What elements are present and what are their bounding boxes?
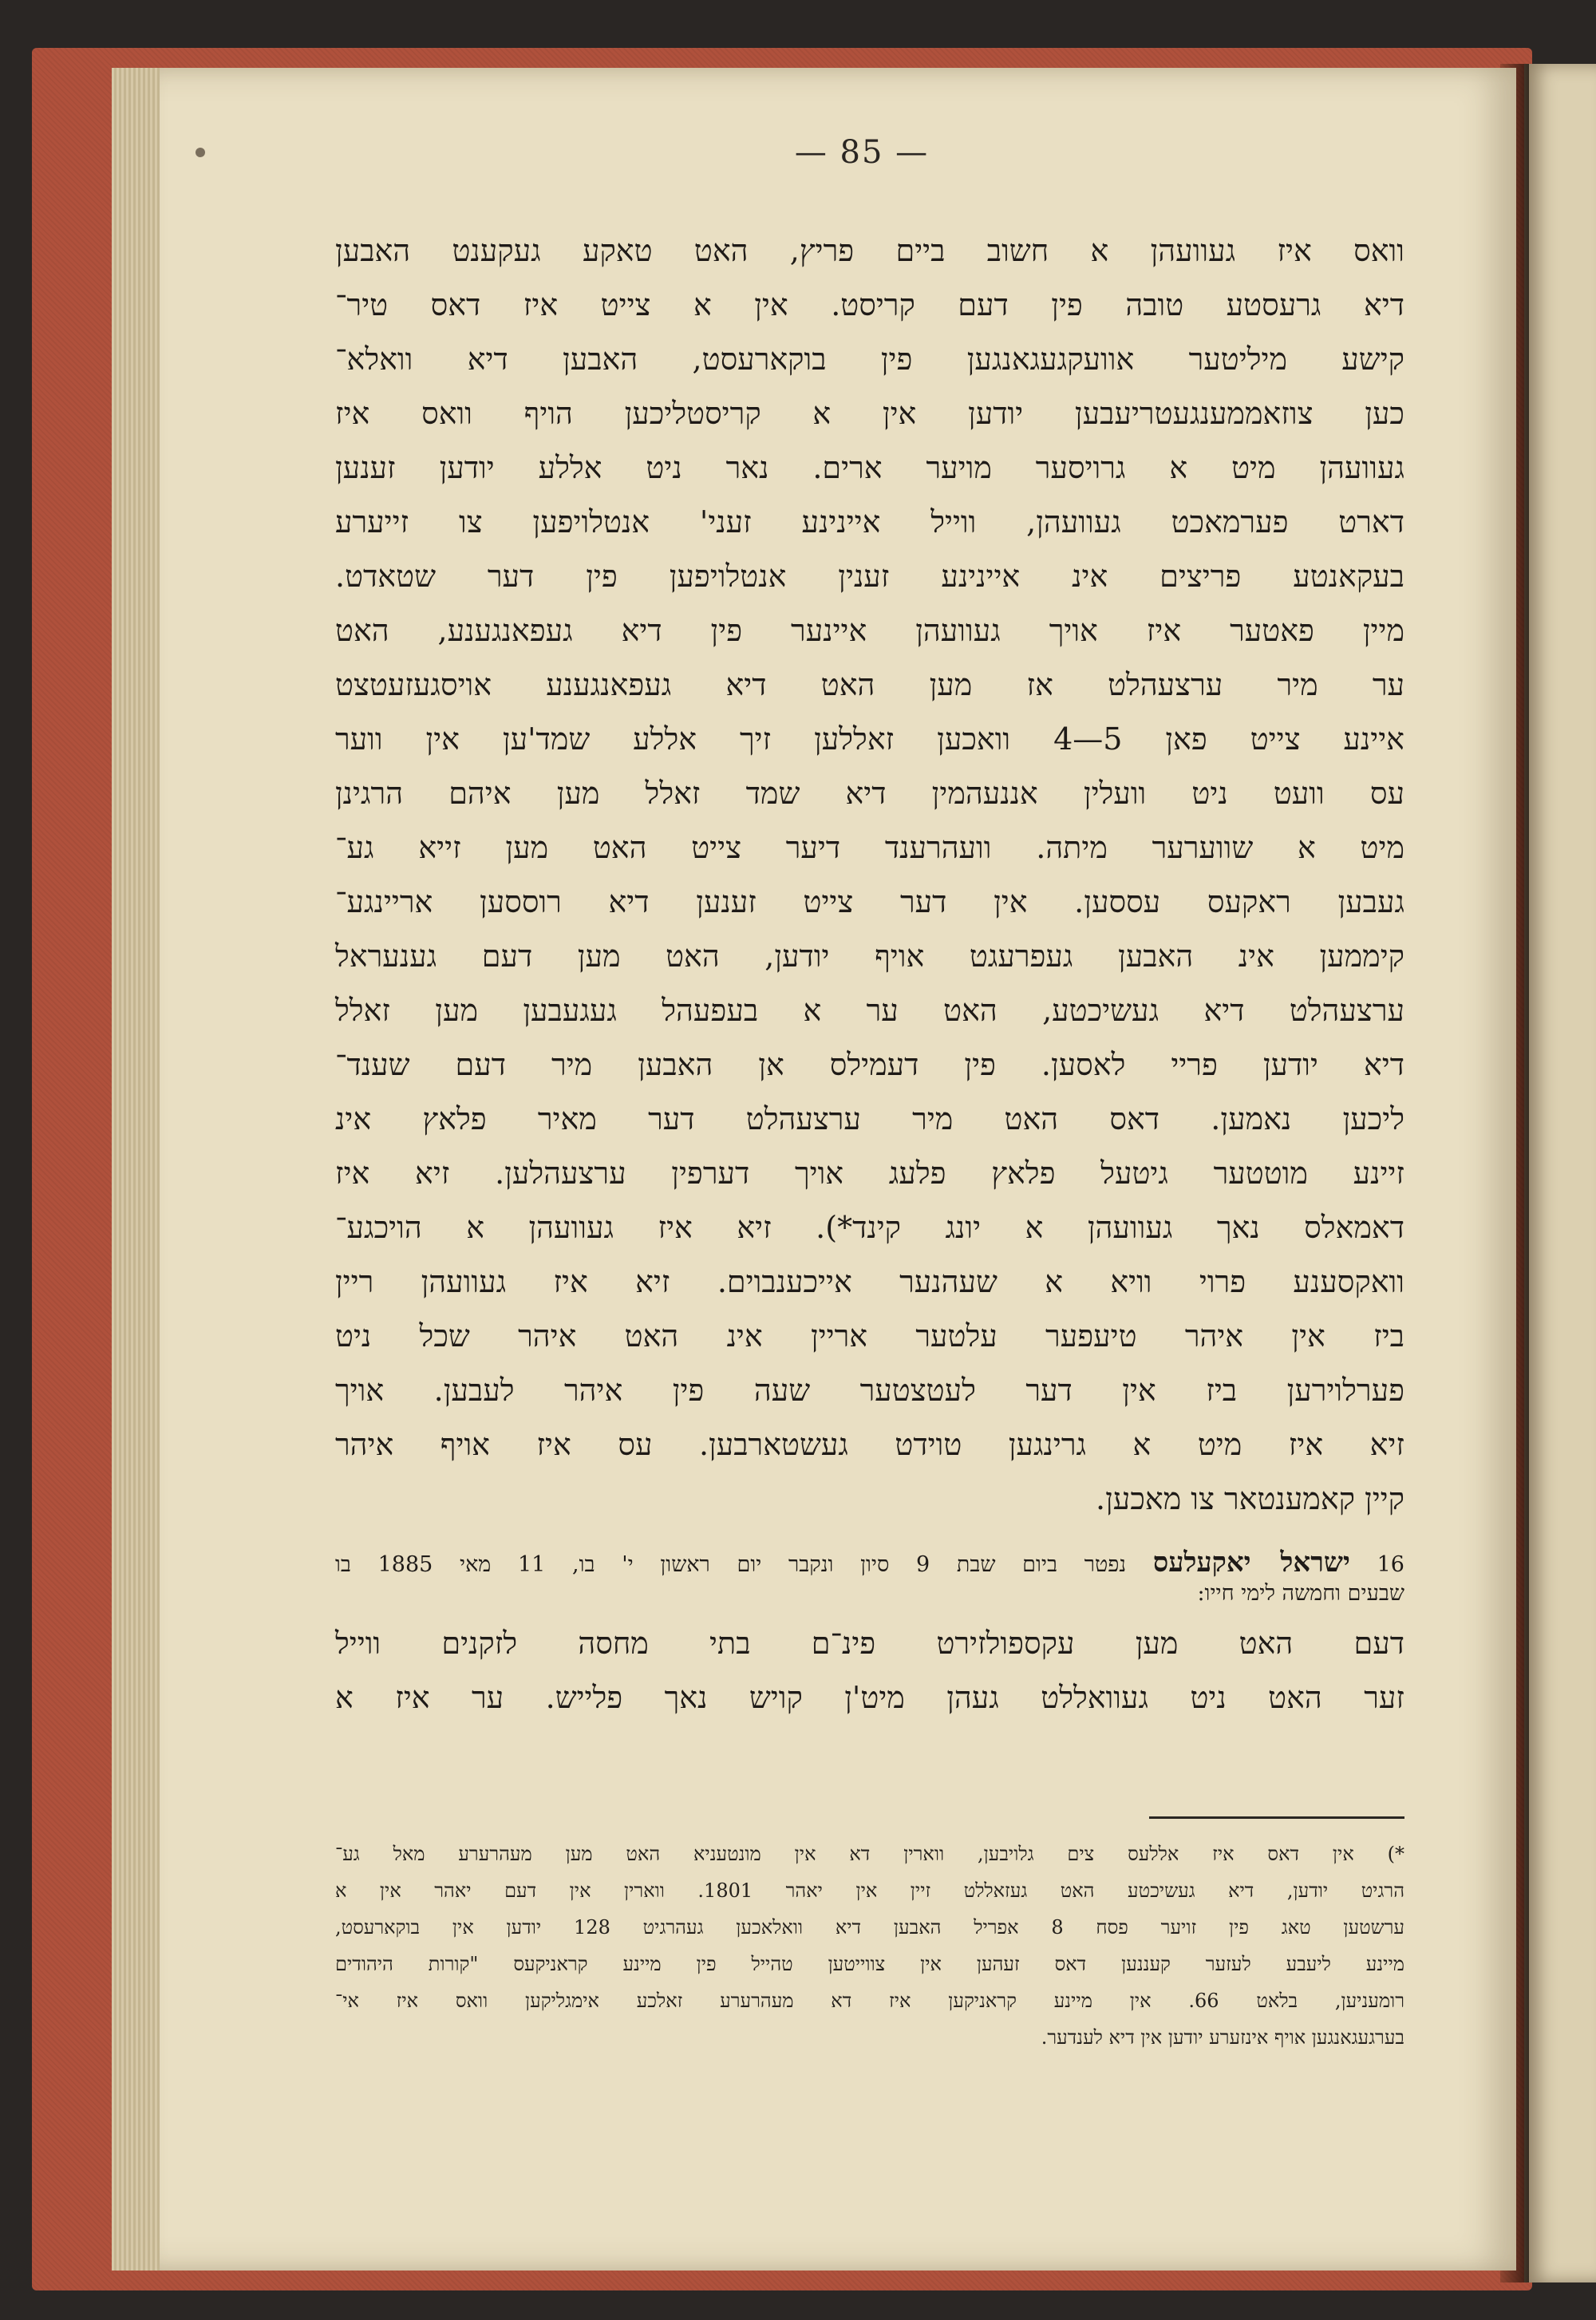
text-line: קישע מיליטער אוועקגעגאנגען פין בוקארעסט, האבען דיא וואלא־ (335, 342, 1404, 377)
text-line: געוועהן מיט א גרויסער מויער ארים. נאר ניט אללע יודען זענען (335, 450, 1404, 485)
text-line: בעקאנטע פריצים אינ איינינע זענין אנטלויפען פין דער שטאדט. (335, 559, 1404, 594)
text-line: מיט א שווערער מיתה. וועהרענד דיער צייט האט מען זייא גע־ (335, 830, 1405, 865)
body-paragraph (335, 223, 1404, 1526)
facing-page (1524, 64, 1596, 2282)
text-line: זיינע מוטטער גיטעל פלאץ פלעג אויך דערפין ערצעהלען. זיא איז (335, 1156, 1404, 1191)
text-line: געבען ראקעס עססען. אין דער צייט זענען דיא רוססען אריינגע־ (335, 884, 1404, 919)
text-line: וואס איז געוועהן א חשוב ביים פריץ, האט טאקע געקענט האבען (335, 233, 1404, 268)
note-name: ישראל יאקעלעס (1152, 1547, 1350, 1579)
text-line: ביז אין איהר טיעפער עלטער אריין אינ האט איהר שכל ניט (335, 1318, 1404, 1354)
page-edges (112, 68, 160, 2271)
text-line: פערלוירען ביז אין דער לעטצטער שעה פין איהר לעבען. אויך (335, 1373, 1404, 1408)
note-marker: 16 (1377, 1552, 1404, 1577)
footnote-line: מיינע ליעבע לעזער קעננען דאס זעהען אין צווייטען טהייל פין מיינע קראניקעס "קורות היהודים (335, 1953, 1404, 1975)
footnote-line: ערשטען טאג פין זויער פסח 8 אפריל האבען דיא וואלאכען געהרגיט 128 יודען אין בוקארעסט, (335, 1916, 1404, 1939)
ink-dot (196, 148, 205, 157)
text-line: וואקסענע פרוי וויא א שעהנער אייכענבוים. זיא איז געוועהן ריין (335, 1264, 1404, 1299)
death-note (335, 1548, 1404, 1608)
text-line: דאמאלס נאך געוועהן א יונג קינד*). זיא איז געוועהן א הויכגע־ (335, 1210, 1404, 1245)
text-line: זער האט ניט געוואללט געהן מיט'ן קויש נאך פלייש. ער איז א (335, 1680, 1404, 1715)
text-line: דיא יודען פריי לאסען. פין דעמילס אן האבען מיר דעם שענד־ (335, 1047, 1404, 1082)
after-note-paragraph (335, 1616, 1404, 1725)
footnote-divider (1149, 1816, 1404, 1819)
death-note-line-2: שבעים וחמשה לימי חייו: (1197, 1581, 1404, 1606)
footnote-line: *) אין דאס איז אללעס צים גלויבען, ווארין דא אין מונטעניא האט מען מעהרערע מאל גע־ (335, 1843, 1404, 1865)
death-note-line-1 (335, 1548, 1404, 1579)
text-line: כען צוזאממענגעטריעבען יודען אין א קריסטליכען הויף וואס איז (335, 396, 1404, 431)
footnote-line: הרגיט יודען, דיא געשיכטע האט געזאללט זיין אין יאהר 1801. ווארין אין דעם יאהר אין א (335, 1879, 1404, 1902)
text-line: איינע צייט פאן 5—4 וואכען זאללען זיך אללע שמד'ען אין ווער (335, 721, 1404, 757)
text-line: קיממען אינ האבען געפרעגט אויף יודען, האט מען דעם גענעראל (335, 939, 1404, 974)
footnote-line: רומעניען, בלאט 66. אין מיינע קראניקען איז דא מעהרערע זאלכע אימגליקען וואס איז אי־ (335, 1990, 1404, 2012)
text-line: דארט פערמאכט געוועהן, ווייל איינינע זעני' אנטלויפען צו זייערע (335, 504, 1404, 539)
footnotes (335, 1836, 1404, 2056)
text-line: ערצעהלט דיא געשיכטע, האט ער א בעפעהל געגעבען מען זאלל (335, 993, 1404, 1028)
text-line: קיין קאמענטאר צו מאכען. (1096, 1481, 1404, 1516)
text-line: זיא איז מיט א גרינגען טוידט געשטארבען. עס איז אויף איהר (335, 1427, 1404, 1462)
text-line: דיא גרעסטע טובה פין דעם קריסט. אין א צייט איז דאס טיר־ (335, 287, 1404, 322)
note-text: נפטר ביום שבת 9 סיון ונקבר יום ראשון י' בו, 11 מאי 1885 בו (335, 1552, 1127, 1577)
text-line: דעם האט מען עקספולזירט פינ־ם בתי מחסה לזקנים ווייל (335, 1626, 1404, 1661)
text-line: עס וועט ניט וועלין אננעהמין דיא שמד זאלל מען איהם הרגינן (335, 776, 1404, 811)
text-line: ער מיר ערצעהלט אז מען האט דיא געפאנגענע אויסגעזעטצט (335, 667, 1404, 702)
text-line: ליכען נאמען. דאס האט מיר ערצעהלט דער מאיר פלאץ אינ (335, 1101, 1404, 1136)
main-text (335, 223, 1404, 1725)
page-number: — 85 — (794, 134, 930, 171)
footnote-line: בערגעגאנגען אויף אינזערע יודען אין דיא לענדער. (1041, 2026, 1404, 2049)
text-line: מיין פאטער איז אויך געוועהן איינער פין דיא געפאנגענע, האט (335, 613, 1404, 648)
